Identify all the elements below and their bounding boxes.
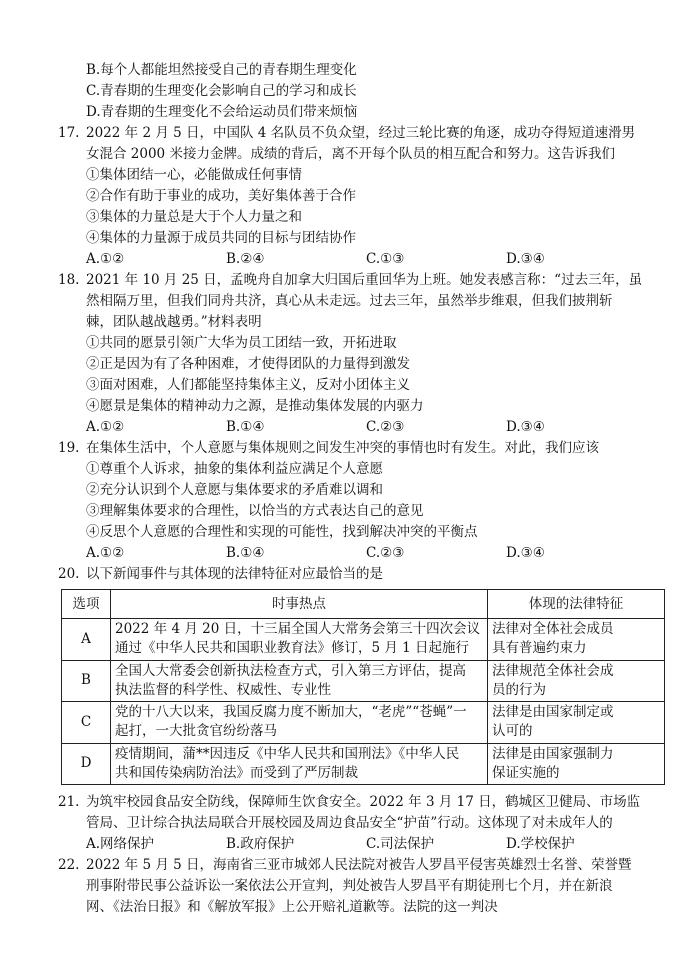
q20-stem: 以下新闻事件与其体现的法律特征对应最恰当的是 bbox=[86, 566, 383, 582]
q18-option-a: A.①② bbox=[86, 419, 125, 435]
header-option: 选项 bbox=[62, 590, 111, 619]
q17-option-a: A.①② bbox=[86, 251, 125, 267]
table-row bbox=[62, 660, 665, 702]
feature-line: 法律是由国家强制力 bbox=[492, 745, 614, 762]
q17-item: ①集体团结一心，必能做成任何事情 bbox=[86, 167, 302, 183]
q19-number: 19. bbox=[58, 440, 80, 456]
row-feature bbox=[488, 619, 665, 661]
q18-item: ③面对困难，人们都能坚持集体主义，反对小团体主义 bbox=[86, 377, 410, 393]
q18-item: ①共同的愿景引领广大华为员工团结一致，开拓进取 bbox=[86, 335, 397, 351]
q17-option-d: D.③④ bbox=[506, 251, 545, 267]
row-event bbox=[111, 619, 488, 661]
table-row bbox=[62, 702, 665, 744]
q16-option-b: B.每个人都能坦然接受自己的青春期生理变化 bbox=[86, 62, 357, 78]
header-event: 时事热点 bbox=[111, 590, 488, 619]
q17-item: ②合作有助于事业的成功，美好集体善于合作 bbox=[86, 188, 356, 204]
q21-stem-line: 管局、卫计综合执法局联合开展校园及周边食品安全“护苗”行动。这体现了对未成年人的 bbox=[86, 815, 613, 831]
row-option: C bbox=[62, 702, 111, 744]
event-line: 共和国传染病防治法》而受到了严厉制裁 bbox=[115, 764, 358, 781]
q22-number: 22. bbox=[58, 857, 80, 873]
event-line: 执法监督的科学性、权威性、专业性 bbox=[115, 681, 331, 698]
q17-number: 17. bbox=[58, 125, 80, 141]
row-feature bbox=[488, 660, 665, 702]
q17-stem-line: 2022 年 2 月 5 日，中国队 4 名队员不负众望，经过三轮比赛的角逐，成功夺得短道速滑男 bbox=[86, 125, 636, 141]
q19-option-b: B.①④ bbox=[226, 545, 265, 561]
q16-option-c: C.青春期的生理变化会影响自己的学习和成长 bbox=[86, 83, 357, 99]
q19-option-d: D.③④ bbox=[506, 545, 545, 561]
q22-stem-line: 刑事附带民事公益诉讼一案依法公开宣判，判处被告人罗昌平有期徒刑七个月，并在新浪 bbox=[86, 878, 613, 894]
q18-stem-line: 然相隔万里，但我们同舟共济，真心从未走远。过去三年，虽然举步维艰，但我们披荆斩 bbox=[86, 293, 613, 309]
q17-item: ④集体的力量源于成员共同的目标与团结协作 bbox=[86, 230, 356, 246]
event-line: 疫情期间，蒲**因违反《中华人民共和国刑法》《中华人民 bbox=[115, 745, 460, 762]
q21-option-b: B.政府保护 bbox=[226, 836, 295, 852]
table-header-row bbox=[62, 590, 665, 619]
q19-item: ①尊重个人诉求，抽象的集体利益应满足个人意愿 bbox=[86, 461, 383, 477]
row-feature bbox=[488, 702, 665, 744]
header-feature: 体现的法律特征 bbox=[488, 590, 665, 619]
q19-stem-line: 在集体生活中，个人意愿与集体规则之间发生冲突的事情也时有发生。对此，我们应该 bbox=[86, 440, 599, 456]
q19-item: ②充分认识到个人意愿与集体要求的矛盾难以调和 bbox=[86, 482, 383, 498]
row-event bbox=[111, 702, 488, 744]
q18-stem-line: 2021 年 10 月 25 日，孟晚舟自加拿大归国后重回华为上班。她发表感言称：“过去三年，虽 bbox=[86, 272, 643, 288]
q17-option-c: C.①③ bbox=[366, 251, 405, 267]
q22-stem-line: 2022 年 5 月 5 日，海南省三亚市城郊人民法院对被告人罗昌平侵害英雄烈士名誉、荣誉暨 bbox=[86, 857, 632, 873]
q17-item: ③集体的力量总是大于个人力量之和 bbox=[86, 209, 302, 225]
q21-stem-line: 为筑牢校园食品安全防线，保障师生饮食安全。2022 年 3 月 17 日，鹤城区卫健局、市场监 bbox=[86, 794, 641, 810]
q22-stem-line: 网、《法治日报》和《解放军报》上公开赔礼道歉等。法院的这一判决 bbox=[86, 899, 498, 915]
q17-option-b: B.②④ bbox=[226, 251, 265, 267]
q21-number: 21. bbox=[58, 794, 80, 810]
table-row bbox=[62, 743, 665, 785]
feature-line: 法律对全体社会成员 bbox=[492, 621, 614, 638]
event-line: 党的十八大以来，我国反腐力度不断加大，“老虎”“苍蝇”一 bbox=[115, 704, 467, 721]
q20-table bbox=[61, 589, 665, 785]
q17-stem-line: 女混合 2000 米接力金牌。成绩的背后，离不开每个队员的相互配合和努力。这告诉我们 bbox=[86, 146, 615, 162]
q21-option-a: A.网络保护 bbox=[86, 836, 155, 852]
q18-number: 18. bbox=[58, 272, 80, 288]
row-event bbox=[111, 660, 488, 702]
q21-option-d: D.学校保护 bbox=[506, 836, 575, 852]
feature-line: 具有普遍约束力 bbox=[492, 640, 587, 657]
event-line: 全国人大常委会创新执法检查方式，引入第三方评估，提高 bbox=[115, 662, 466, 679]
q18-option-d: D.③④ bbox=[506, 419, 545, 435]
q19-option-c: C.②③ bbox=[366, 545, 405, 561]
q20-number: 20. bbox=[58, 566, 80, 582]
q18-item: ②正是因为有了各种困难，才使得团队的力量得到激发 bbox=[86, 356, 410, 372]
feature-line: 法律是由国家制定或 bbox=[492, 704, 614, 721]
feature-line: 员的行为 bbox=[492, 681, 546, 698]
row-option: D bbox=[62, 743, 111, 785]
feature-line: 认可的 bbox=[492, 723, 533, 740]
event-line: 通过《中华人民共和国职业教育法》修订，5 月 1 日起施行 bbox=[115, 640, 470, 657]
q16-option-d: D.青春期的生理变化不会给运动员们带来烦恼 bbox=[86, 104, 358, 120]
q19-item: ③理解集体要求的合理性，以恰当的方式表达自己的意见 bbox=[86, 503, 424, 519]
q19-option-a: A.①② bbox=[86, 545, 125, 561]
feature-line: 保证实施的 bbox=[492, 764, 560, 781]
feature-line: 法律规范全体社会成 bbox=[492, 662, 614, 679]
q18-item: ④愿景是集体的精神动力之源，是推动集体发展的内驱力 bbox=[86, 398, 424, 414]
q18-option-b: B.①④ bbox=[226, 419, 265, 435]
q21-option-c: C.司法保护 bbox=[366, 836, 435, 852]
table-row bbox=[62, 619, 665, 661]
row-event bbox=[111, 743, 488, 785]
row-feature bbox=[488, 743, 665, 785]
q18-stem-line: 棘，团队越战越勇。”材料表明 bbox=[86, 314, 262, 330]
q19-item: ④反思个人意愿的合理性和实现的可能性，找到解决冲突的平衡点 bbox=[86, 524, 478, 540]
row-option: A bbox=[62, 619, 111, 661]
event-line: 2022 年 4 月 20 日，十三届全国人大常务会第三十四次会议 bbox=[115, 621, 481, 638]
event-line: 起打，一大批贪官纷纷落马 bbox=[115, 723, 277, 740]
q18-option-c: C.②③ bbox=[366, 419, 405, 435]
row-option: B bbox=[62, 660, 111, 702]
